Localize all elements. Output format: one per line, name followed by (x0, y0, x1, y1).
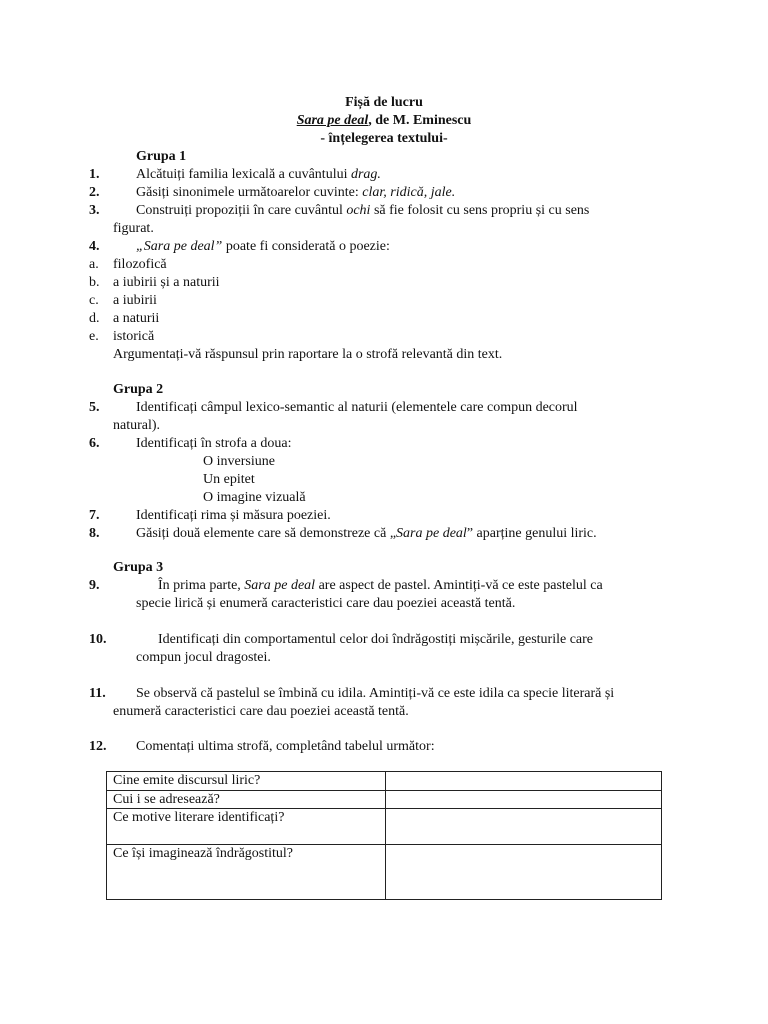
table-answer-cell[interactable] (386, 845, 662, 900)
option-letter: a. (89, 257, 99, 272)
question-3-text-cont: figurat. (113, 221, 154, 236)
question-3-number: 3. (89, 203, 100, 218)
question-4-note: Argumentați-vă răspunsul prin raportare la o strofă relevantă din text. (113, 347, 503, 362)
option-letter: c. (89, 293, 99, 308)
question-4-number: 4. (89, 239, 100, 254)
option-text: filozofică (113, 257, 167, 272)
question-10-number: 10. (89, 632, 107, 647)
question-11-text: Se observă că pastelul se îmbină cu idila. Amintiți-vă ce este idila ca specie literară și (136, 686, 615, 701)
option-text: istorică (113, 329, 155, 344)
question-12-text: Comentați ultima strofă, completând tabelul următor: (136, 739, 435, 754)
poem-author: , de M. Eminescu (368, 113, 472, 128)
question-1-number: 1. (89, 167, 100, 182)
question-1-text: Alcătuiți familia lexicală a cuvântului drag. (136, 167, 381, 182)
table-row (107, 791, 662, 809)
question-10-text-cont: compun jocul dragostei. (136, 650, 271, 665)
poem-title: Sara pe deal (296, 113, 369, 128)
question-12-number: 12. (89, 739, 107, 754)
question-9-text: În prima parte, Sara pe deal are aspect de pastel. Amintiți-vă ce este pastelul ca (158, 578, 603, 593)
question-7-text: Identificați rima și măsura poeziei. (136, 508, 331, 523)
option-letter: d. (89, 311, 100, 326)
question-11-text-cont: enumeră caracteristici care dau poeziei această tentă. (113, 704, 409, 719)
question-2-number: 2. (89, 185, 100, 200)
table-question-cell: Cui i se adresează? (107, 791, 386, 809)
question-6-text: Identificați în strofa a doua: (136, 436, 292, 451)
option-text: a iubirii și a naturii (113, 275, 220, 290)
table-answer-cell[interactable] (386, 791, 662, 809)
question-7-number: 7. (89, 508, 100, 523)
worksheet-poem-heading (0, 112, 768, 130)
question-5-number: 5. (89, 400, 100, 415)
question-4-text: „Sara pe deal” poate fi considerată o poezie: (136, 239, 390, 254)
question-6-item: O inversiune (203, 454, 275, 469)
worksheet-subtitle: - înțelegerea textului- (320, 131, 448, 146)
answer-table (106, 771, 662, 900)
question-9-text-cont: specie lirică și enumeră caracteristici care dau poeziei această tentă. (136, 596, 516, 611)
table-answer-cell[interactable] (386, 772, 662, 791)
question-11-number: 11. (89, 686, 106, 701)
table-question-cell: Cine emite discursul liric? (107, 772, 386, 791)
option-text: a naturii (113, 311, 160, 326)
question-8-text: Găsiți două elemente care să demonstreze că „Sara pe deal” aparține genului liric. (136, 526, 597, 541)
table-row (107, 809, 662, 845)
question-6-number: 6. (89, 436, 100, 451)
table-row (107, 772, 662, 791)
table-row (107, 845, 662, 900)
worksheet-title: Fișă de lucru (345, 95, 423, 110)
question-3-text: Construiți propoziții în care cuvântul ochi să fie folosit cu sens propriu și cu sens (136, 203, 590, 218)
question-9-number: 9. (89, 578, 100, 593)
option-letter: e. (89, 329, 99, 344)
question-5-text: Identificați câmpul lexico-semantic al naturii (elementele care compun decorul (136, 400, 578, 415)
question-6-item: O imagine vizuală (203, 490, 306, 505)
question-2-text: Găsiți sinonimele următoarelor cuvinte: clar, ridică, jale. (136, 185, 456, 200)
table-question-cell: Ce își imaginează îndrăgostitul? (107, 845, 386, 900)
option-letter: b. (89, 275, 100, 290)
group-3-heading: Grupa 3 (113, 560, 164, 575)
group-2-heading: Grupa 2 (113, 382, 164, 397)
group-1-heading: Grupa 1 (136, 149, 187, 164)
table-answer-cell[interactable] (386, 809, 662, 845)
question-10-text: Identificați din comportamentul celor doi îndrăgostiți mișcările, gesturile care (158, 632, 594, 647)
table-question-cell: Ce motive literare identificați? (107, 809, 386, 845)
option-text: a iubirii (113, 293, 157, 308)
question-6-item: Un epitet (203, 472, 255, 487)
question-5-text-cont: natural). (113, 418, 161, 433)
question-8-number: 8. (89, 526, 100, 541)
